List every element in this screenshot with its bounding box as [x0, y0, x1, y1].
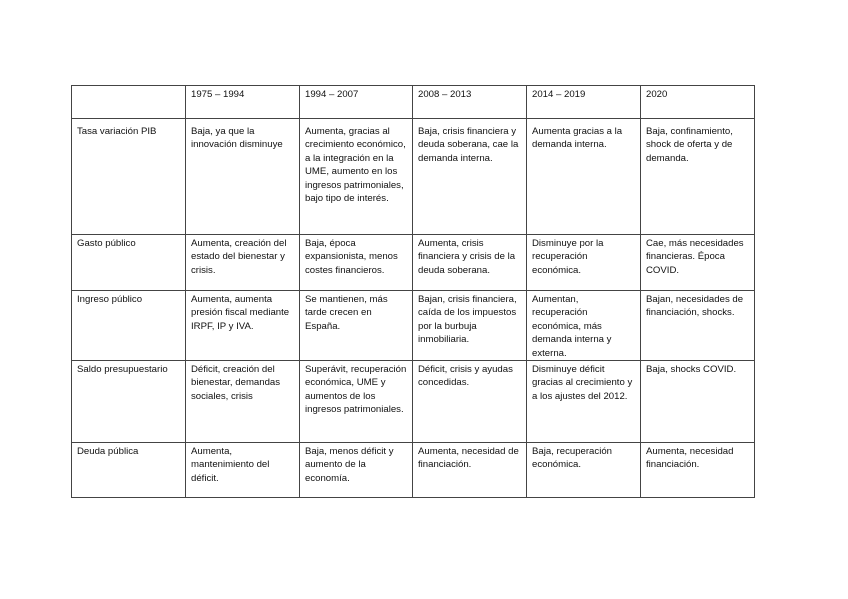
row-label: Tasa variación PIB	[72, 119, 186, 235]
table-row	[72, 443, 755, 498]
row-label: Ingreso público	[72, 291, 186, 361]
table-cell: Baja, confinamiento, shock de oferta y de demanda.	[641, 119, 755, 235]
table-cell: Baja, ya que la innovación disminuye	[186, 119, 300, 235]
table-cell: Aumenta, gracias al crecimiento económico, a la integración en la UME, aumento en los ingresos patrimoniales, bajo tipo de interés.	[300, 119, 413, 235]
table-cell: Aumenta, necesidad de financiación.	[413, 443, 527, 498]
table-cell: Superávit, recuperación económica, UME y aumentos de los ingresos patrimoniales.	[300, 361, 413, 443]
comparison-table	[71, 85, 755, 498]
table-cell: Aumenta gracias a la demanda interna.	[527, 119, 641, 235]
table-cell: Disminuye por la recuperación económica.	[527, 235, 641, 291]
header-cell: 1994 – 2007	[300, 86, 413, 119]
table-cell: Baja, época expansionista, menos costes financieros.	[300, 235, 413, 291]
table-cell: Bajan, necesidades de financiación, shocks.	[641, 291, 755, 361]
table-cell: Aumentan, recuperación económica, más demanda interna y externa.	[527, 291, 641, 361]
header-cell: 1975 – 1994	[186, 86, 300, 119]
table-cell: Déficit, creación del bienestar, demandas sociales, crisis	[186, 361, 300, 443]
table-cell: Disminuye déficit gracias al crecimiento y a los ajustes del 2012.	[527, 361, 641, 443]
table-cell: Baja, shocks COVID.	[641, 361, 755, 443]
table-row	[72, 291, 755, 361]
table-cell: Aumenta, necesidad financiación.	[641, 443, 755, 498]
table-cell: Aumenta, aumenta presión fiscal mediante IRPF, IP y IVA.	[186, 291, 300, 361]
table-row	[72, 119, 755, 235]
table-cell: Baja, recuperación económica.	[527, 443, 641, 498]
header-cell	[72, 86, 186, 119]
table-row	[72, 235, 755, 291]
header-cell: 2008 – 2013	[413, 86, 527, 119]
table-cell: Baja, crisis financiera y deuda soberana, cae la demanda interna.	[413, 119, 527, 235]
row-label: Gasto público	[72, 235, 186, 291]
table-header-row	[72, 86, 755, 119]
table-cell: Aumenta, mantenimiento del déficit.	[186, 443, 300, 498]
table-cell: Baja, menos déficit y aumento de la economía.	[300, 443, 413, 498]
row-label: Saldo presupuestario	[72, 361, 186, 443]
header-cell: 2020	[641, 86, 755, 119]
table-cell: Cae, más necesidades financieras. Época COVID.	[641, 235, 755, 291]
table-cell: Aumenta, creación del estado del bienestar y crisis.	[186, 235, 300, 291]
table-cell: Se mantienen, más tarde crecen en España.	[300, 291, 413, 361]
header-cell: 2014 – 2019	[527, 86, 641, 119]
table-cell: Bajan, crisis financiera, caída de los impuestos por la burbuja inmobiliaria.	[413, 291, 527, 361]
table-cell: Déficit, crisis y ayudas concedidas.	[413, 361, 527, 443]
table-cell: Aumenta, crisis financiera y crisis de la deuda soberana.	[413, 235, 527, 291]
row-label: Deuda pública	[72, 443, 186, 498]
table-row	[72, 361, 755, 443]
